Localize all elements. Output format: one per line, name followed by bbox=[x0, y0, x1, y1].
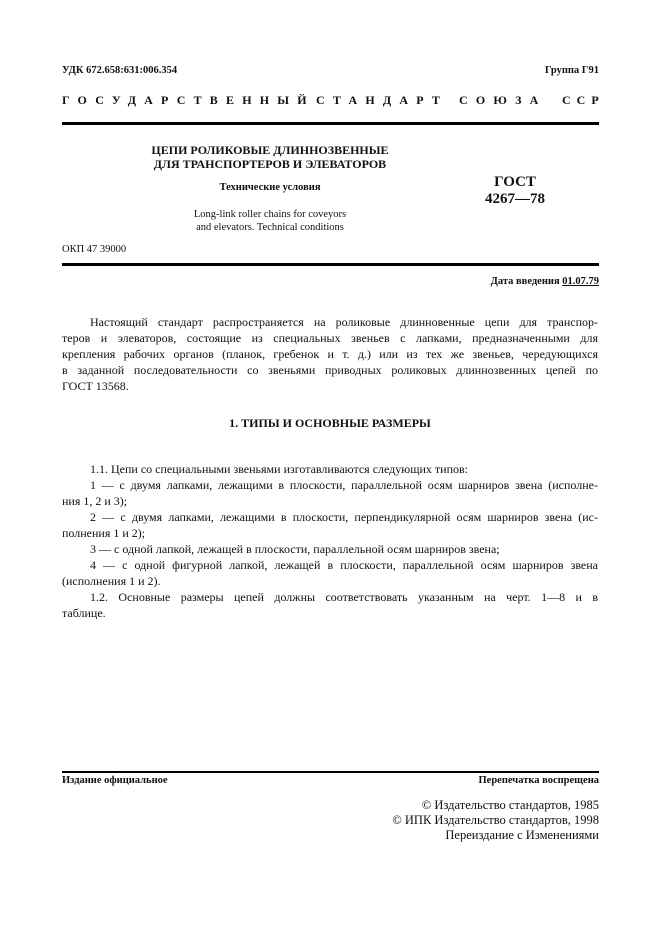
section-line: полнения 1 и 2); bbox=[62, 526, 146, 540]
section-line: 1.2. Основные размеры цепей должны соответствовать указанным на черт. 1—8 и в bbox=[90, 590, 598, 604]
section-line: 3 — с одной лапкой, лежащей в плоскости, параллельной осям шарниров звена; bbox=[90, 542, 500, 556]
intro-line: крепления рабочих органов (планок, гребенок и т. д.) или из тех же звеньев, чередующихся bbox=[62, 347, 598, 361]
date-value: 01.07.79 bbox=[562, 276, 599, 287]
title-rule bbox=[62, 263, 599, 266]
section-line: 4 — с одной фигурной лапкой, лежащей в плоскости, параллельной осям шарниров звена bbox=[90, 558, 598, 572]
official-edition: Издание официальное bbox=[62, 775, 168, 786]
gost-number: 4267—78 bbox=[485, 191, 545, 207]
udk-code: УДК 672.658:631:006.354 bbox=[62, 65, 178, 76]
okp-code: ОКП 47 39000 bbox=[62, 244, 127, 255]
reprint-forbidden: Перепечатка воспрещена bbox=[478, 775, 599, 786]
header-rule bbox=[62, 122, 599, 125]
section-line: 1 — с двумя лапками, лежащими в плоскости, параллельной осям шарниров звена (исполне- bbox=[90, 478, 598, 492]
banner-word-3: СОЮЗА bbox=[459, 93, 547, 107]
subtitle: Технические условия bbox=[219, 182, 321, 193]
english-title-1: Long-link roller chains for coveyors bbox=[193, 209, 347, 220]
effective-date bbox=[491, 276, 599, 287]
intro-line: ГОСТ 13568. bbox=[62, 379, 129, 393]
copyright-1985: © Издательство стандартов, 1985 bbox=[421, 798, 599, 812]
section-line: (исполнения 1 и 2). bbox=[62, 574, 161, 588]
section-line: 1.1. Цепи со специальными звеньями изготавливаются следующих типов: bbox=[90, 462, 469, 476]
section-line: таблице. bbox=[62, 606, 106, 620]
group-code: Группа Г91 bbox=[544, 65, 599, 76]
section-line: ния 1, 2 и 3); bbox=[62, 494, 128, 508]
title-line-2: ДЛЯ ТРАНСПОРТЕРОВ И ЭЛЕВАТОРОВ bbox=[153, 157, 387, 171]
gost-label: ГОСТ bbox=[494, 174, 536, 190]
section-line: 2 — с двумя лапками, лежащими в плоскости, перпендикулярной осям шарниров звена (ис- bbox=[90, 510, 598, 524]
intro-line: в заданной последовательности со звеньями приводных роликовых длиннозвенных цепей по bbox=[62, 363, 598, 377]
reissue-note: Переиздание с Изменениями bbox=[445, 828, 599, 842]
title-line-1: ЦЕПИ РОЛИКОВЫЕ ДЛИННОЗВЕННЫЕ bbox=[151, 143, 389, 157]
footer-rule bbox=[62, 771, 599, 773]
english-title-2: and elevators. Technical conditions bbox=[196, 222, 344, 233]
intro-line: Настоящий стандарт распространяется на роликовые длинновенные цепи для транспор- bbox=[90, 315, 598, 329]
copyright-1998: © ИПК Издательство стандартов, 1998 bbox=[392, 813, 599, 827]
date-label: Дата введения bbox=[490, 276, 560, 287]
banner-word-1: ГОСУДАРСТВЕННЫЙ bbox=[62, 93, 315, 107]
banner-word-2: СТАНДАРТ bbox=[316, 93, 449, 107]
banner-word-4: ССР bbox=[562, 93, 605, 107]
intro-line: теров и элеваторов, состоящие из специальных звеньев с лапками, предназначенными для bbox=[62, 331, 598, 345]
section-heading: 1. ТИПЫ И ОСНОВНЫЕ РАЗМЕРЫ bbox=[229, 416, 431, 430]
